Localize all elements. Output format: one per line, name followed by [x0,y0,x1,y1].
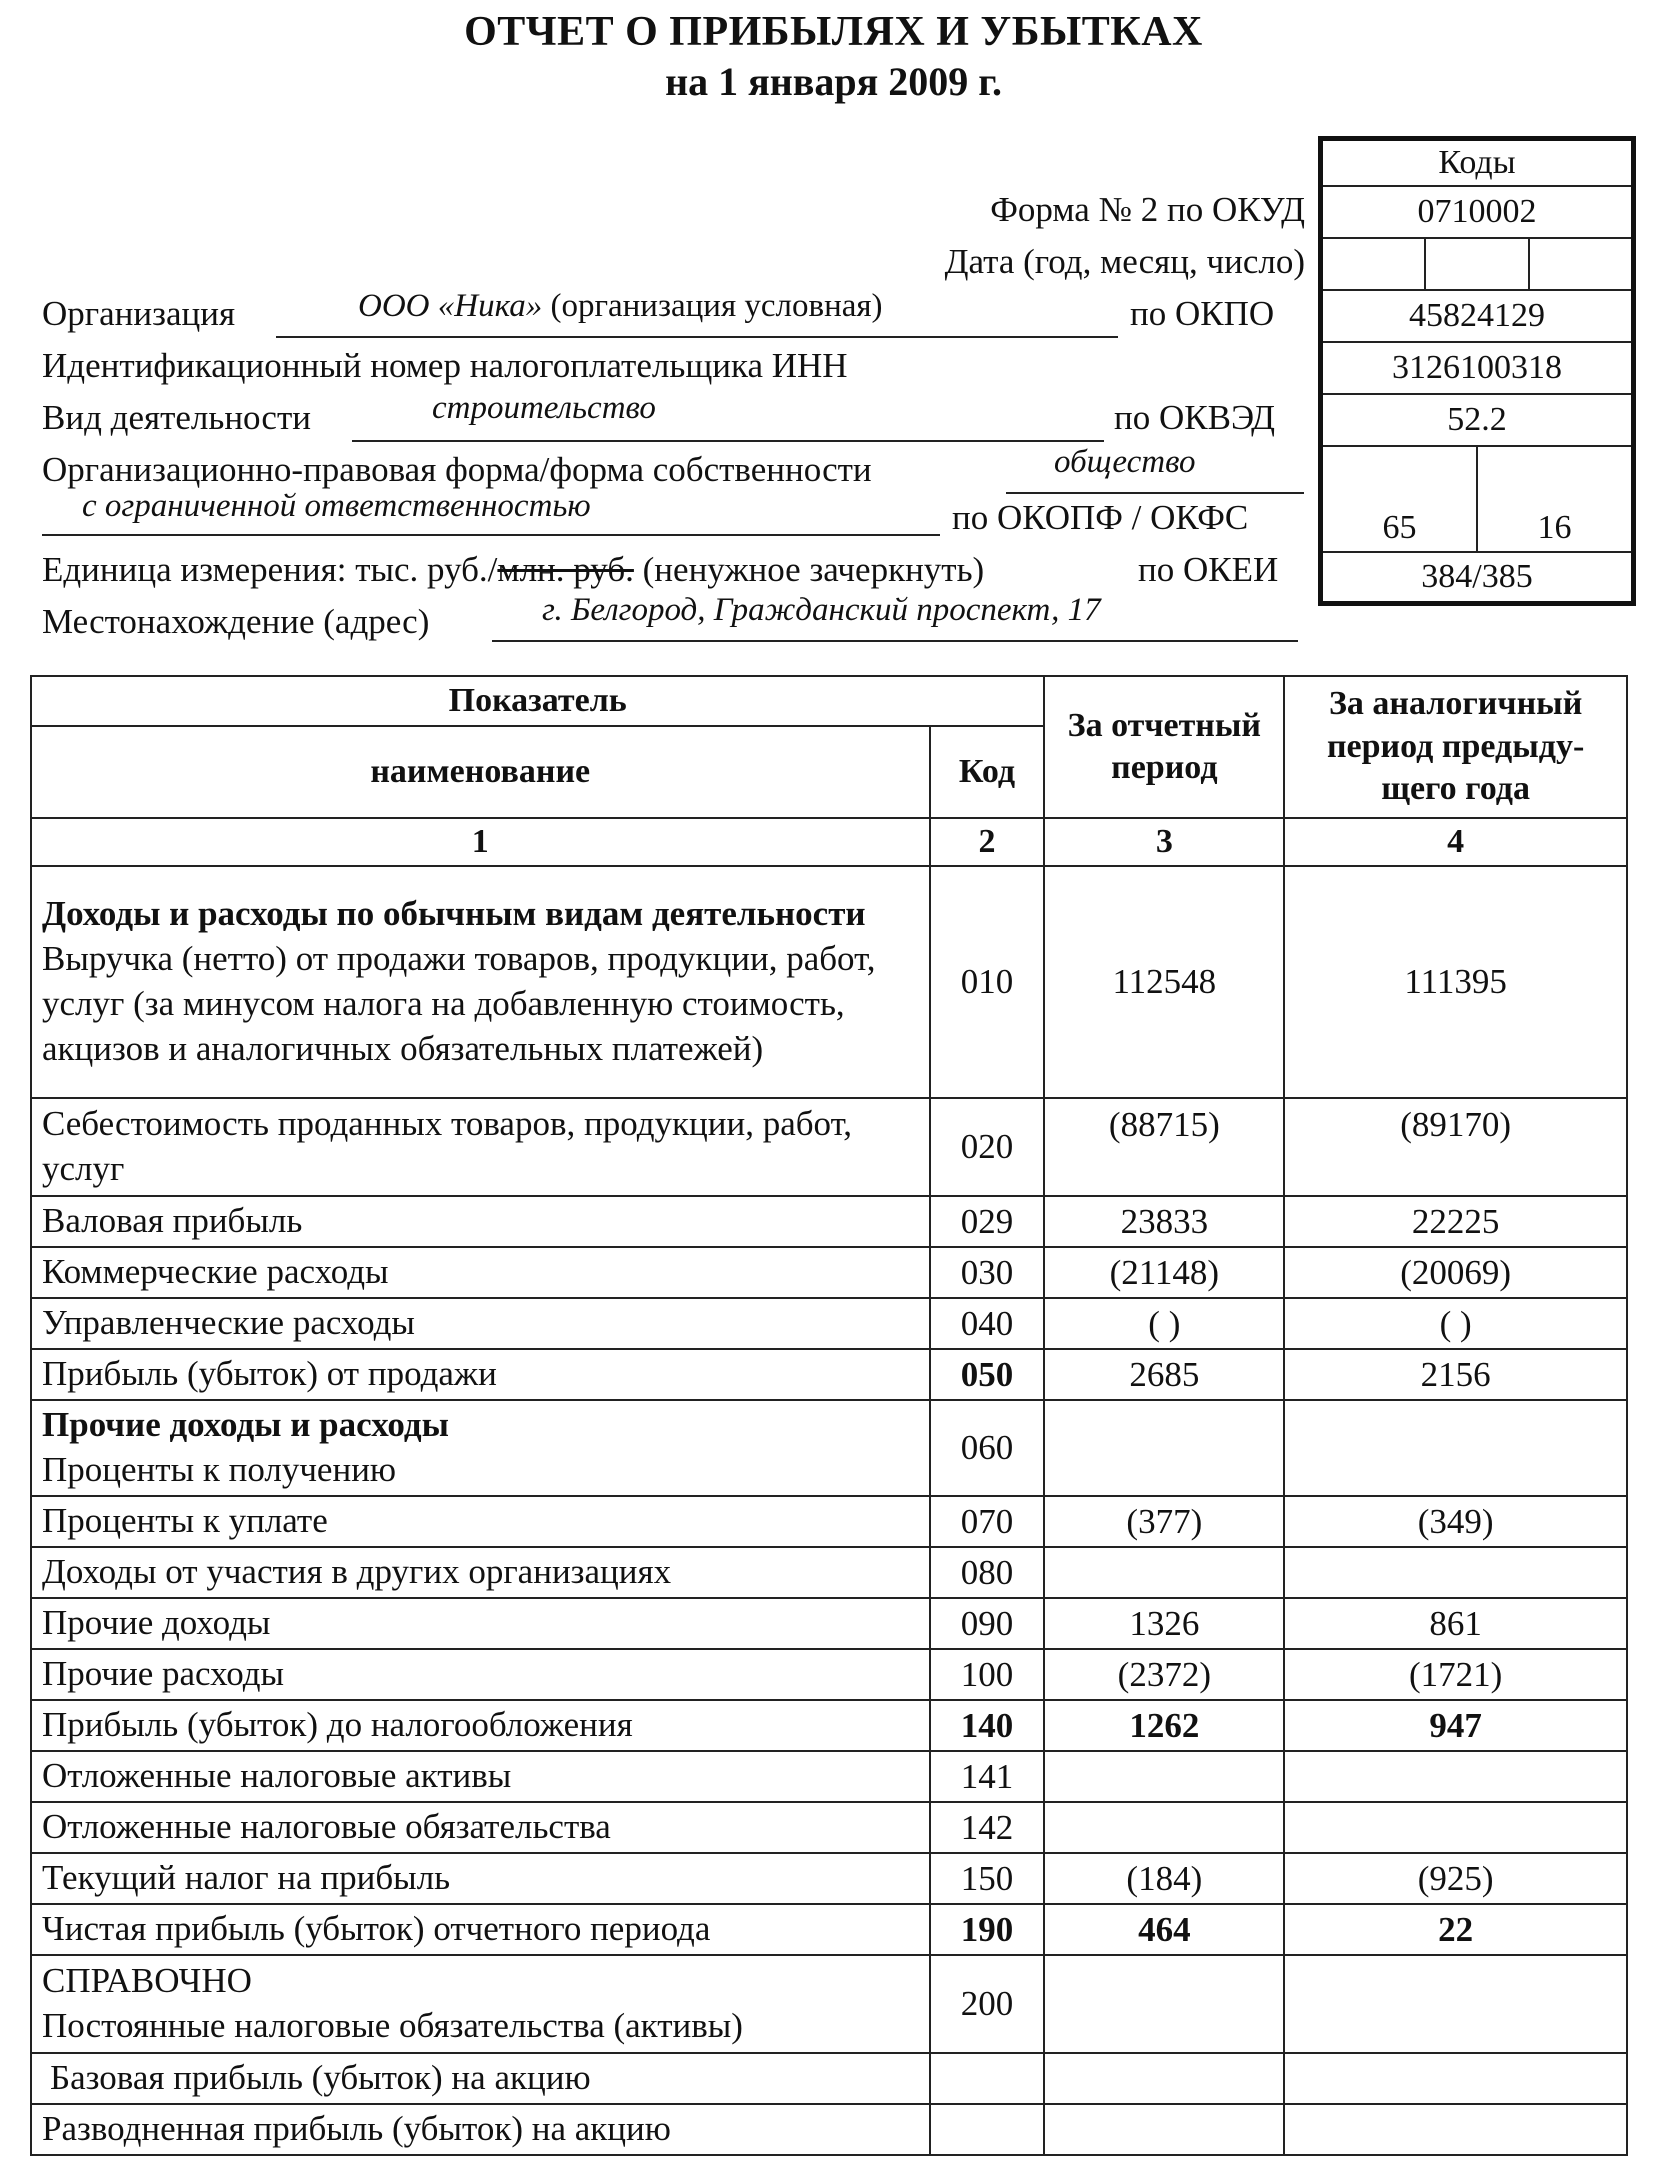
row-current: 112548 [1044,866,1284,1098]
okved-label: по ОКВЭД [1114,398,1275,437]
header-current-period: За отчетный период [1044,676,1284,818]
row-name: Доходы от участия в других организациях [31,1547,930,1598]
row-name: Доходы и расходы по обычным видам деятельности Выручка (нетто) от продажи товаров, продукции, работ, услуг (за минусом налога на добавленную стоимость, акцизов и аналогичных обязательных платежей) [31,866,930,1098]
row-name: Прибыль (убыток) до налогообложения [31,1700,930,1751]
date-year-cell [1323,239,1424,289]
row-code: 020 [930,1098,1045,1196]
row-code: 140 [930,1700,1045,1751]
row-code: 200 [930,1955,1045,2053]
row-code: 141 [930,1751,1045,1802]
row-current: 23833 [1044,1196,1284,1247]
row-current: (21148) [1044,1247,1284,1298]
org-name: ООО «Ника» (организация условная) [358,288,883,324]
row-code [930,2053,1045,2104]
row-current: 2685 [1044,1349,1284,1400]
row-code: 142 [930,1802,1045,1853]
row-code: 030 [930,1247,1045,1298]
inn-label: Идентификационный номер налогоплательщика ИНН [42,346,848,385]
row-previous: (1721) [1284,1649,1627,1700]
row-current: (88715) [1044,1098,1284,1196]
header-col-1: 1 [31,818,930,866]
row-name: Чистая прибыль (убыток) отчетного периода [31,1904,930,1955]
table-row [31,2053,1627,2104]
row-name: Базовая прибыль (убыток) на акцию [31,2053,930,2104]
row-current [1044,1547,1284,1598]
row-name: Прочие расходы [31,1649,930,1700]
table-row [31,2104,1627,2155]
table-row [31,1349,1627,1400]
row-name: Отложенные налоговые активы [31,1751,930,1802]
okud-label: Форма № 2 по ОКУД [990,190,1305,229]
row-code: 050 [930,1349,1045,1400]
table-row [31,1649,1627,1700]
row-code: 070 [930,1496,1045,1547]
table-row [31,1496,1627,1547]
row-code: 029 [930,1196,1045,1247]
row-current [1044,1955,1284,2053]
report-title: ОТЧЕТ О ПРИБЫЛЯХ И УБЫТКАХ [464,9,1203,55]
row-name: Текущий налог на прибыль [31,1853,930,1904]
row-current [1044,2053,1284,2104]
header-name: наименование [31,726,930,818]
row-current: ( ) [1044,1298,1284,1349]
row-code: 150 [930,1853,1045,1904]
row-previous: (349) [1284,1496,1627,1547]
row-previous [1284,1547,1627,1598]
org-label: Организация [42,294,236,333]
row-previous: 2156 [1284,1349,1627,1400]
row-previous: 947 [1284,1700,1627,1751]
address-value: г. Белгород, Гражданский проспект, 17 [542,592,1101,628]
table-row [31,866,1627,1098]
row-current [1044,2104,1284,2155]
row-previous [1284,2053,1627,2104]
row-name: Прочие доходы [31,1598,930,1649]
row-current [1044,1802,1284,1853]
header-indicator: Показатель [31,676,1044,726]
row-code: 080 [930,1547,1045,1598]
codes-title: Коды [1438,144,1516,181]
report-date: на 1 января 2009 г. [665,59,1002,104]
date-day-cell [1528,239,1631,289]
unit-label: Единица измерения: тыс. руб./млн. руб. (ненужное зачеркнуть) [42,550,985,589]
legal-form-value-2: с ограниченной ответственностью [82,488,591,524]
row-code [930,2104,1045,2155]
table-row [31,1904,1627,1955]
row-previous [1284,1802,1627,1853]
row-code: 040 [930,1298,1045,1349]
okei-code: 384/385 [1421,558,1533,595]
row-previous [1284,1751,1627,1802]
header-col-2: 2 [930,818,1045,866]
legal-form-value-1: общество [1054,444,1196,480]
date-label: Дата (год, месяц, число) [944,242,1305,281]
row-previous: 861 [1284,1598,1627,1649]
row-current: (377) [1044,1496,1284,1547]
row-name: Коммерческие расходы [31,1247,930,1298]
okpo-code: 45824129 [1409,297,1545,334]
table-row [31,1598,1627,1649]
row-previous: ( ) [1284,1298,1627,1349]
table-row [31,1400,1627,1496]
row-name: СПРАВОЧНО Постоянные налоговые обязательства (активы) [31,1955,930,2053]
table-row [31,1751,1627,1802]
row-current [1044,1400,1284,1496]
row-code: 060 [930,1400,1045,1496]
table-row [31,1298,1627,1349]
row-previous: 22225 [1284,1196,1627,1247]
inn-code: 3126100318 [1392,349,1562,386]
okved-code: 52.2 [1447,401,1507,438]
date-month-cell [1424,239,1527,289]
profit-loss-table [30,675,1628,2156]
row-name: Валовая прибыль [31,1196,930,1247]
header-code: Код [930,726,1045,818]
row-code: 100 [930,1649,1045,1700]
row-name: Разводненная прибыль (убыток) на акцию [31,2104,930,2155]
okei-label: по ОКЕИ [1138,550,1279,589]
header-col-3: 3 [1044,818,1284,866]
header-col-4: 4 [1284,818,1627,866]
legal-form-label: Организационно-правовая форма/форма собственности [42,450,872,489]
row-previous: 111395 [1284,866,1627,1098]
row-previous: (20069) [1284,1247,1627,1298]
table-row [31,1955,1627,2053]
table-row [31,1700,1627,1751]
table-row [31,1247,1627,1298]
okopf-label: по ОКОПФ / ОКФС [952,498,1249,537]
row-current: 464 [1044,1904,1284,1955]
row-code: 190 [930,1904,1045,1955]
row-previous: 22 [1284,1904,1627,1955]
row-name: Прочие доходы и расходы Проценты к получению [31,1400,930,1496]
row-current: (2372) [1044,1649,1284,1700]
activity-value: строительство [432,390,656,426]
codes-box [1318,136,1636,606]
header-previous-period: За аналогичный период предыду- щего года [1284,676,1627,818]
table-row [31,1547,1627,1598]
table-row [31,1098,1627,1196]
row-name: Себестоимость проданных товаров, продукции, работ, услуг [31,1098,930,1196]
row-previous [1284,1955,1627,2053]
okopf-code: 65 [1382,509,1417,546]
row-code: 090 [930,1598,1045,1649]
row-current: (184) [1044,1853,1284,1904]
row-name: Управленческие расходы [31,1298,930,1349]
table-row [31,1802,1627,1853]
row-current: 1326 [1044,1598,1284,1649]
row-current [1044,1751,1284,1802]
row-previous: (89170) [1284,1098,1627,1196]
row-name: Проценты к уплате [31,1496,930,1547]
row-previous: (925) [1284,1853,1627,1904]
row-previous [1284,1400,1627,1496]
row-name: Отложенные налоговые обязательства [31,1802,930,1853]
okud-code: 0710002 [1417,193,1537,230]
row-previous [1284,2104,1627,2155]
table-row [31,1196,1627,1247]
activity-label: Вид деятельности [42,398,311,437]
row-name: Прибыль (убыток) от продажи [31,1349,930,1400]
row-current: 1262 [1044,1700,1284,1751]
okpo-label: по ОКПО [1130,294,1275,333]
address-label: Местонахождение (адрес) [42,602,430,641]
table-row [31,1853,1627,1904]
row-code: 010 [930,866,1045,1098]
okfs-code: 16 [1476,447,1631,551]
